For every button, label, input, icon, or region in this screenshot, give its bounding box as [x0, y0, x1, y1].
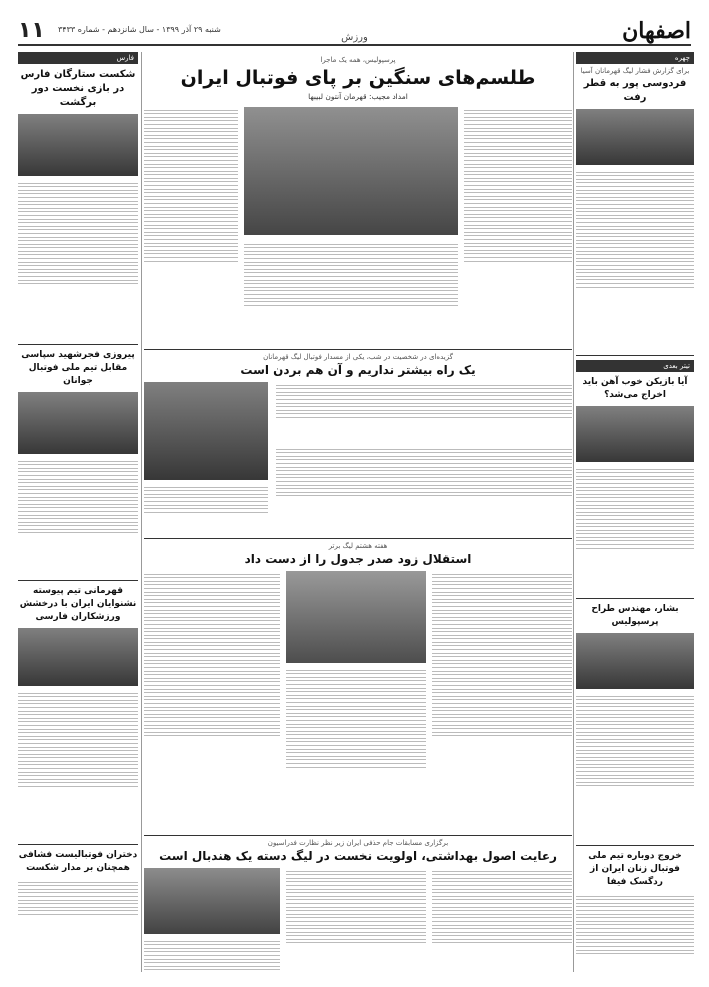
photo-regional-3: [18, 628, 138, 686]
story3-kicker: هفته هشتم لیگ برتر: [328, 542, 388, 550]
regional-story4-title: دختران فوتبالیست فشافی همچنان بر مدار شکست: [18, 850, 138, 873]
date-line: شنبه ۲۹ آذر ۱۳۹۹ - سال شانزدهم - شماره ۳۴۳۳: [58, 25, 221, 34]
photo-regional-2: [18, 392, 138, 454]
story2-body-top: [276, 382, 572, 442]
story4-kicker: برگزاری مسابقات جام حذفی ایران زیر نظر نظارت فدراسیون: [267, 839, 449, 847]
regional-story3-body: [18, 690, 138, 840]
lead-headline: طلسم‌های سنگین بر پای فوتبال ایران: [180, 67, 536, 89]
newspaper-logo: اصفهان: [622, 18, 691, 44]
story4-headline: رعایت اصول بهداشتی، اولویت نخست در لیگ دسته یک هندبال است: [159, 849, 557, 863]
regional-story4-body: [18, 879, 138, 939]
box4-body: [576, 893, 694, 987]
photo-ferdowsipour: [576, 109, 694, 165]
photo-football-players: [576, 406, 694, 462]
story4-body-center: [286, 868, 426, 987]
story2-body-bottom: [276, 446, 572, 532]
story3-headline: استقلال زود صدر جدول را از دست داد: [244, 552, 472, 566]
photo-handball-court: [144, 868, 280, 934]
box3-body: [576, 693, 694, 841]
box1-title: فردوسی پور به قطر رفت: [583, 78, 687, 103]
box4-title: خروج دوباره تیم ملی فوتبال زنان ایران از ردگسک فیفا: [588, 851, 682, 887]
section-title: ورزش: [341, 32, 368, 43]
photo-iran-national-team: [244, 107, 458, 235]
box1-body: [576, 169, 694, 351]
regional-sidebar: [18, 52, 138, 972]
photo-coach-mask: [144, 382, 268, 480]
regional-story1-title: شکست ستارگان فارس در بازی نخست دور برگشت: [20, 69, 136, 108]
regional-story1-body: [18, 180, 138, 340]
page-number: ۱۱: [18, 18, 45, 43]
regional-story2-body: [18, 458, 138, 576]
photo-esteghlal-match: [286, 571, 426, 663]
photo-regional-1: [18, 114, 138, 176]
story2-kicker: گزیده‌ای در شخصیت در شب، یکی از مسدار فوتبال لیگ قهرمانان: [263, 353, 453, 361]
photo-bashar: [576, 633, 694, 689]
story3-body-right: [432, 571, 572, 829]
box3-title: بشار، مهندس طراح پرسپولیس: [591, 604, 679, 627]
left-sidebar: [576, 52, 694, 972]
lead-body-right: [464, 107, 572, 343]
lead-body-left: [144, 107, 238, 343]
box1-kicker: برای گزارش فشار لیگ قهرمانان آسیا: [580, 67, 690, 75]
story2-headline: یک راه بیشتر نداریم و آن هم بردن است: [240, 363, 476, 377]
box2-body: [576, 466, 694, 594]
story2-body-left: [144, 484, 268, 532]
story3-body-center: [286, 667, 426, 829]
story4-body-left: [144, 938, 280, 987]
regional-story3-title: قهرمانی تیم پیوسته نشنوایان ایران با درخشش ورزشکاران فارسی: [19, 586, 137, 622]
box2-title: آیا بازیکن خوب آهن باید اخراج می‌شد؟: [582, 377, 688, 400]
main-content: [144, 52, 572, 972]
regional-tag: فارس: [18, 52, 138, 64]
lead-kicker: پرسپولیس، همه یک ماجرا: [320, 56, 396, 64]
lead-subhead: امداد مجیب: قهرمان آنتون لبیبها: [308, 92, 408, 101]
story4-body-right: [432, 868, 572, 987]
box1-tag: چهره: [576, 52, 694, 64]
box2-tag: تیتر بعدی: [576, 360, 694, 372]
story3-body-left: [144, 571, 280, 829]
regional-story2-title: پیروزی فجرشهید سپاسی مقابل تیم ملی فوتبال جوانان: [21, 350, 135, 386]
lead-body-center: [244, 241, 458, 343]
